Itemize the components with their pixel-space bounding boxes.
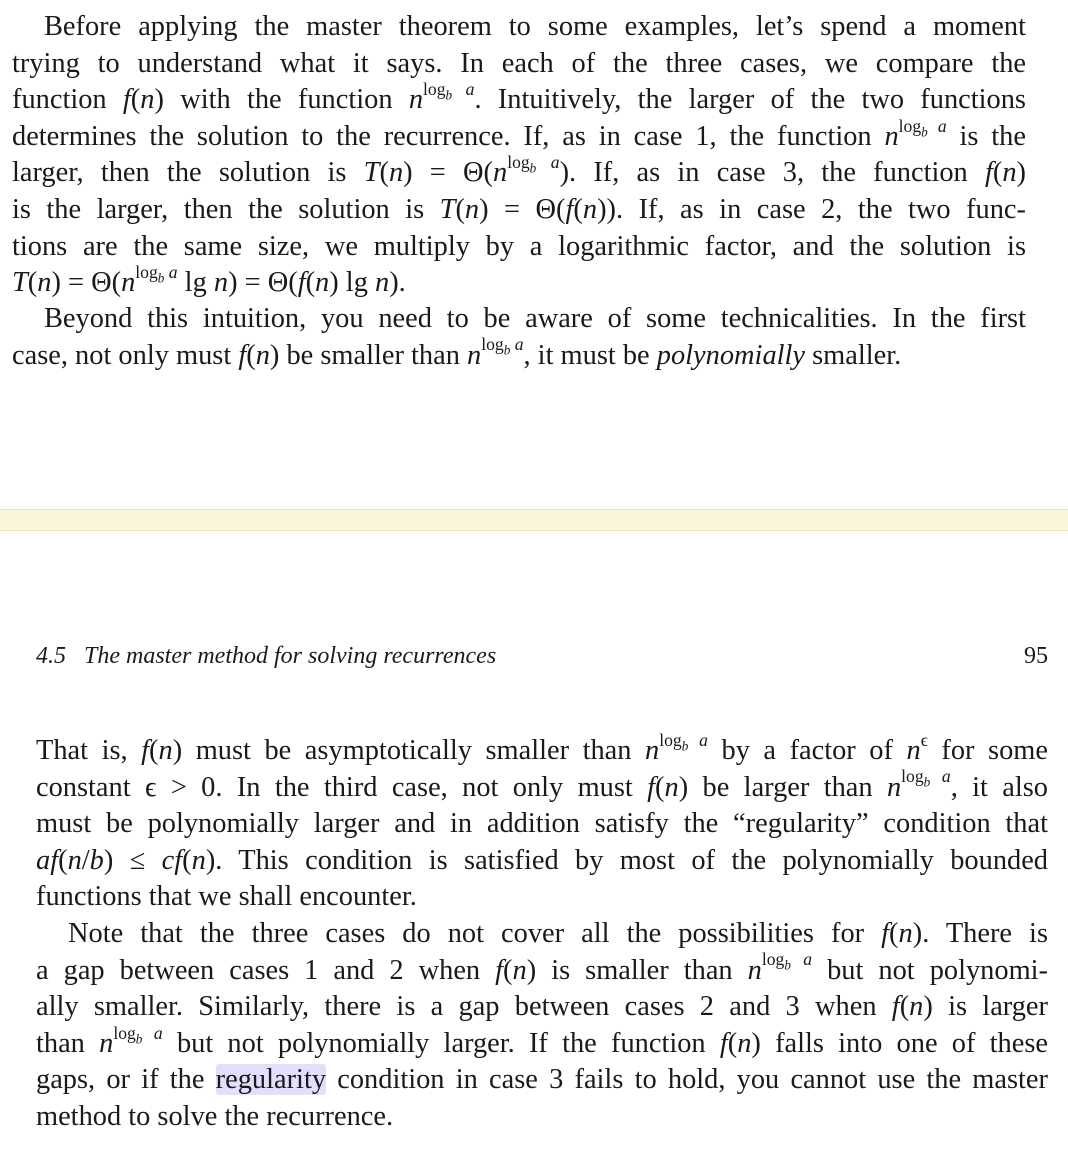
running-head: [36, 643, 1048, 670]
text-line: must be polynomially larger and in addition satisfy the “regularity” condition that: [36, 808, 1048, 840]
text-line: is the larger, then the solution is T(n) = Θ(f(n)). If, as in case 2, the two func-: [12, 193, 1026, 225]
text-line: function f(n) with the function $n^{log_b a}$. Intuitively, the larger of the two functions: [12, 78, 1026, 116]
text-line: That is, f(n) must be asymptotically smaller than $n^{log_b a}$ by a factor of $n^\epsilon$ for some: [36, 729, 1048, 766]
text-line: case, not only must f(n) be smaller than $n^{log_b a}$, it must be polynomially smaller.: [12, 334, 902, 371]
page-number: 95: [1024, 643, 1048, 669]
text-line: constant ϵ > 0. In the third case, not only must f(n) be larger than $n^{log_b a}$, it also: [36, 766, 1048, 803]
paragraph-polynomial: [36, 729, 1049, 916]
paragraph-technicalities: [12, 301, 1026, 374]
text-line: gaps, or if the regularity condition in case 3 fails to hold, you cannot use the master: [36, 1064, 1048, 1096]
text-line: determines the solution to the recurrence. If, as in case 1, the function $n^{log_b a}$ is the: [12, 115, 1026, 152]
highlighted-word[interactable]: regularity: [215, 1064, 327, 1096]
text-line: a gap between cases 1 and 2 when f(n) is smaller than $n^{log_b a}$ but not polynomi-: [36, 949, 1049, 986]
text-line: Beyond this intuition, you need to be aware of some technicalities. In the first: [44, 303, 1026, 334]
text-line: method to solve the recurrence.: [36, 1100, 394, 1132]
text-line: tions are the same size, we multiply by a logarithmic factor, and the solution is: [12, 230, 1026, 262]
text-line: Note that the three cases do not cover all the possibilities for f(n). There is: [68, 918, 1048, 949]
running-head-title: 4.5 The master method for solving recurrences: [36, 643, 497, 669]
paragraph-intuition: [12, 9, 1026, 302]
text-line: $T(n) = \Theta(n^{log_b a}$ lg n) = Θ(f(n) lg n).: [12, 261, 406, 299]
text-line: functions that we shall encounter.: [36, 881, 417, 913]
text-line: trying to understand what it says. In each of the three cases, we compare the: [12, 47, 1026, 79]
text-line: af(n/b) ≤ cf(n). This condition is satisfied by most of the polynomially bounded: [36, 844, 1049, 876]
paragraph-gaps: [36, 916, 1048, 1136]
text-line: than $n^{log_b a}$ but not polynomially larger. If the function f(n) falls into one of these: [36, 1022, 1048, 1059]
text-line: ally smaller. Similarly, there is a gap between cases 2 and 3 when f(n) is larger: [36, 991, 1048, 1023]
text-line: larger, then the solution is $T(n) = \Theta(n^{log_b a})$. If, as in case 3, the function f(n): [12, 152, 1027, 189]
text-line: Before applying the master theorem to some examples, let’s spend a moment: [44, 11, 1026, 42]
page-separator: [0, 509, 1068, 531]
